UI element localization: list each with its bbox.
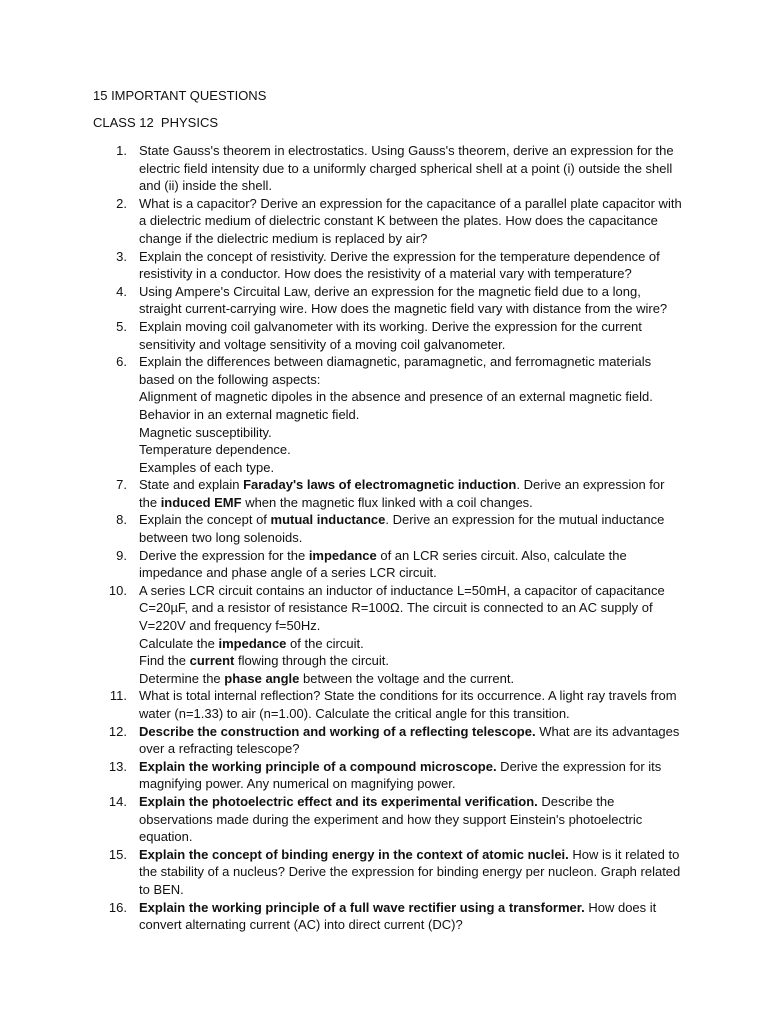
question-number: 2. xyxy=(116,195,127,211)
question-number: 16. xyxy=(108,899,127,915)
question-text xyxy=(139,846,684,899)
question-text-segment: State Gauss's theorem in electrostatics. Using Gauss's theorem, derive an expression for the electric field intensity due to a uniformly charged spherical shell at a point (i) outside the shell and (ii) inside the shell. xyxy=(139,143,674,194)
question-text xyxy=(139,687,684,722)
question-number: 13. xyxy=(108,758,127,774)
question-item xyxy=(0,248,768,283)
question-number: 14. xyxy=(108,793,127,809)
question-text-segment: Explain moving coil galvanometer with its working. Derive the expression for the current sensitivity and voltage sensitivity of a moving coil galvanometer. xyxy=(139,318,642,352)
question-number: 6. xyxy=(116,354,127,370)
question-item xyxy=(0,687,768,722)
question-text xyxy=(139,195,684,248)
question-text-segment: Alignment of magnetic dipoles in the absence and presence of an external magnetic field. xyxy=(139,389,653,405)
question-number: 12. xyxy=(108,723,127,739)
question-item xyxy=(0,582,768,688)
question-number: 5. xyxy=(116,318,127,334)
question-text-segment: State and explain xyxy=(139,477,244,493)
question-text-segment: when the magnetic flux linked with a coil changes. xyxy=(241,494,533,510)
question-text-segment: How is it related to the stability of a nucleus? Derive the expression for binding energy per nucleon. Graph related to BEN. xyxy=(139,846,681,897)
question-number: 9. xyxy=(116,547,127,563)
question-list xyxy=(0,142,768,934)
question-text-segment: Explain the concept of xyxy=(139,512,271,528)
question-text-segment: Explain the differences between diamagnetic, paramagnetic, and ferromagnetic materials based on the following aspects: xyxy=(139,354,652,387)
question-text-segment: What are its advantages over a refracting telescope? xyxy=(139,723,680,757)
question-text xyxy=(139,283,684,318)
question-emphasis: mutual inductance xyxy=(270,512,386,528)
question-text-segment: Behavior in an external magnetic field. xyxy=(139,406,360,422)
question-text-segment: between the voltage and the current. xyxy=(299,670,515,686)
question-emphasis: induced EMF xyxy=(160,494,242,510)
question-text-segment: Temperature dependence. xyxy=(139,442,291,458)
question-item xyxy=(0,793,768,846)
question-item xyxy=(0,353,768,476)
question-subline xyxy=(139,441,684,459)
question-item xyxy=(0,547,768,582)
question-text-segment: Derive the expression for the xyxy=(139,547,309,563)
question-subline xyxy=(139,424,684,442)
question-text-segment: What is a capacitor? Derive an expression for the capacitance of a parallel plate capacitor with a dielectric medium of dielectric constant K between the plates. How does the capacitance change if the dielectric medium is replaced by air? xyxy=(139,195,682,246)
question-emphasis: Explain the working principle of a full wave rectifier using a transformer. xyxy=(139,899,585,915)
question-item xyxy=(0,318,768,353)
question-text xyxy=(139,142,684,195)
question-number: 11. xyxy=(109,688,127,704)
question-text-segment: Using Ampere's Circuital Law, derive an expression for the magnetic field due to a long, straight current-carrying wire. How does the magnetic field vary with distance from the wire? xyxy=(139,283,668,317)
question-text xyxy=(139,248,684,283)
question-text xyxy=(139,318,684,353)
question-subline xyxy=(139,635,684,653)
question-text xyxy=(139,582,684,688)
question-number: 15. xyxy=(108,846,127,862)
question-item xyxy=(0,283,768,318)
question-text-segment: flowing through the circuit. xyxy=(234,653,390,669)
question-item xyxy=(0,511,768,546)
question-subline xyxy=(139,652,684,670)
question-emphasis: Explain the concept of binding energy in the context of atomic nuclei. xyxy=(139,846,569,862)
question-text xyxy=(139,547,684,582)
question-subline xyxy=(139,459,684,477)
question-text-segment: What is total internal reflection? State the conditions for its occurrence. A light ray travels from water (n=1.33) to air (n=1.00). Calculate the critical angle for this transition. xyxy=(139,688,677,721)
question-text-segment: Derive the expression for its magnifying power. Any numerical on magnifying power. xyxy=(139,758,662,792)
question-emphasis: Describe the construction and working of a reflecting telescope. xyxy=(139,723,536,739)
question-text xyxy=(139,353,684,476)
question-subline xyxy=(139,670,684,688)
question-text-segment: A series LCR circuit contains an inductor of inductance L=50mH, a capacitor of capacitance C=20µF, and a resistor of resistance R=100Ω. The circuit is connected to an AC supply of V=220V and frequency f=50Hz. xyxy=(139,582,665,634)
question-text-segment: of an LCR series circuit. Also, calculate the impedance and phase angle of a series LCR circuit. xyxy=(139,547,627,581)
question-text xyxy=(139,793,684,846)
document-title: 15 IMPORTANT QUESTIONS xyxy=(93,88,267,103)
question-text xyxy=(139,723,684,758)
question-emphasis: impedance xyxy=(218,635,287,651)
question-emphasis: Faraday's laws of electromagnetic induction xyxy=(243,477,517,493)
question-text-segment: Explain the concept of resistivity. Derive the expression for the temperature dependence of resistivity in a conductor. How does the resistivity of a material vary with temperature? xyxy=(139,248,660,282)
question-text xyxy=(139,758,684,793)
question-item xyxy=(0,476,768,511)
question-item xyxy=(0,723,768,758)
question-text-segment: Calculate the xyxy=(139,635,219,651)
question-subline xyxy=(139,406,684,424)
question-text-segment: How does it convert alternating current (AC) into direct current (DC)? xyxy=(139,899,657,933)
question-text-segment: . Derive an expression for the mutual inductance between two long solenoids. xyxy=(139,512,665,546)
question-emphasis: impedance xyxy=(308,547,377,563)
question-emphasis: phase angle xyxy=(224,670,300,686)
question-number: 4. xyxy=(116,283,127,299)
question-text-segment: Describe the observations made during the experiment and how they support Einstein's photoelectric equation. xyxy=(139,793,643,845)
question-text-segment: Find the xyxy=(139,653,190,669)
question-text xyxy=(139,476,684,511)
question-number: 7. xyxy=(116,477,127,493)
question-item xyxy=(0,846,768,899)
question-subline xyxy=(139,388,684,406)
question-number: 1. xyxy=(116,143,127,158)
question-text xyxy=(139,899,684,934)
question-item xyxy=(0,899,768,934)
question-text-segment: of the circuit. xyxy=(286,635,364,651)
question-number: 8. xyxy=(116,512,127,528)
question-number: 3. xyxy=(116,248,127,264)
question-text-segment: Magnetic susceptibility. xyxy=(139,424,272,440)
question-emphasis: Explain the photoelectric effect and its experimental verification. xyxy=(139,793,538,809)
document-subtitle: CLASS 12 PHYSICS xyxy=(93,115,218,130)
question-emphasis: Explain the working principle of a compound microscope. xyxy=(139,758,497,774)
question-item xyxy=(0,142,768,195)
question-text-segment: Determine the xyxy=(139,670,225,686)
question-emphasis: current xyxy=(189,653,235,669)
question-text-segment: Examples of each type. xyxy=(139,459,275,475)
question-number: 10. xyxy=(108,582,127,598)
question-text-segment: . Derive an expression for the xyxy=(139,477,665,510)
question-item xyxy=(0,195,768,248)
question-item xyxy=(0,758,768,793)
question-text xyxy=(139,511,684,546)
